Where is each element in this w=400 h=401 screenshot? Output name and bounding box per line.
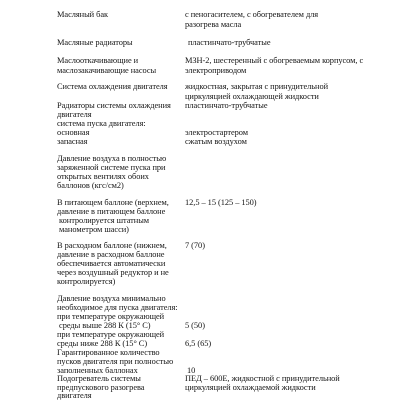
spec-value: пластинчато-трубчатые (188, 38, 271, 47)
spec-label: пусков двигателя при полностью (57, 357, 174, 366)
spec-label: предпускового разогрева (57, 383, 145, 392)
spec-value: жидкостная, закрытая с принудительной (185, 82, 329, 91)
spec-label: давление в расходном баллоне (57, 250, 165, 259)
spec-value: 12,5 – 15 (125 – 150) (185, 198, 257, 207)
spec-value: пластинчато-трубчатые (185, 101, 268, 110)
spec-label: обеспечивается автоматически (57, 259, 166, 268)
spec-value: 6,5 (65) (185, 339, 212, 348)
spec-label: двигателя (57, 391, 92, 400)
spec-value: 10 (187, 366, 196, 375)
spec-label: Масляные радиаторы (57, 38, 133, 47)
spec-value: разогрева масла (185, 20, 242, 29)
spec-label: маслозакачивающие насосы (57, 66, 157, 75)
spec-value: 7 (70) (185, 241, 205, 250)
spec-label: открытых вентилях обоих (57, 172, 149, 181)
spec-value: циркуляцией охлаждающей жидкости (185, 92, 319, 101)
spec-label: через воздушный редуктор и не (57, 268, 169, 277)
spec-value: с пеногасителем, с обогревателем для (185, 10, 319, 19)
spec-label: среды ниже 288 К (15° С) (57, 339, 148, 348)
spec-label: при температуре окружающей (57, 312, 165, 321)
spec-label: основная (57, 128, 90, 137)
spec-label: контролируется) (57, 277, 116, 286)
spec-label: необходимое для пуска двигателя: (57, 303, 178, 312)
spec-label: при температуре окружающей (57, 330, 165, 339)
spec-value: электростартером (185, 128, 249, 137)
spec-label: Гарантированное количество (57, 348, 160, 357)
spec-value: 5 (50) (185, 321, 205, 330)
spec-label: система пуска двигателя: (57, 119, 146, 128)
spec-value: МЗН-2, шестеренный с обогреваемым корпусом, с (185, 56, 364, 65)
spec-value: циркуляцией охлаждаемой жидкости (185, 383, 316, 392)
spec-label: Масляный бак (57, 10, 109, 19)
spec-label: среды выше 288 К (15° С) (57, 321, 151, 330)
spec-label: Система охлаждения двигателя (57, 82, 168, 91)
spec-label: Маслооткачивающие и (57, 56, 139, 65)
spec-label: Давление воздуха минимально (57, 294, 166, 303)
spec-label: баллонов (кгс/см2) (57, 181, 124, 190)
spec-label: двигателя (57, 110, 92, 119)
spec-label: В питающем баллоне (верхнем, (57, 198, 169, 207)
spec-value: ПЕД – 600Е, жидкостной с принудительной (185, 374, 340, 383)
spec-label: манометром шасси) (57, 225, 129, 234)
spec-label: Давление воздуха в полностью (57, 154, 167, 163)
spec-label: В расходном баллоне (нижнем, (57, 241, 167, 250)
spec-label: контролируется штатным (57, 216, 150, 225)
spec-label: заполненных баллонах (57, 366, 138, 375)
spec-label: заряженной системе пуска при (57, 163, 166, 172)
spec-label: давление в питающем баллоне (57, 207, 166, 216)
spec-value: сжатым воздухом (185, 137, 247, 146)
spec-label: Подогреватель системы (57, 374, 141, 383)
spec-label: запасная (57, 137, 88, 146)
spec-label: Радиаторы системы охлаждения (57, 101, 171, 110)
spec-value: электроприводом (185, 66, 247, 75)
